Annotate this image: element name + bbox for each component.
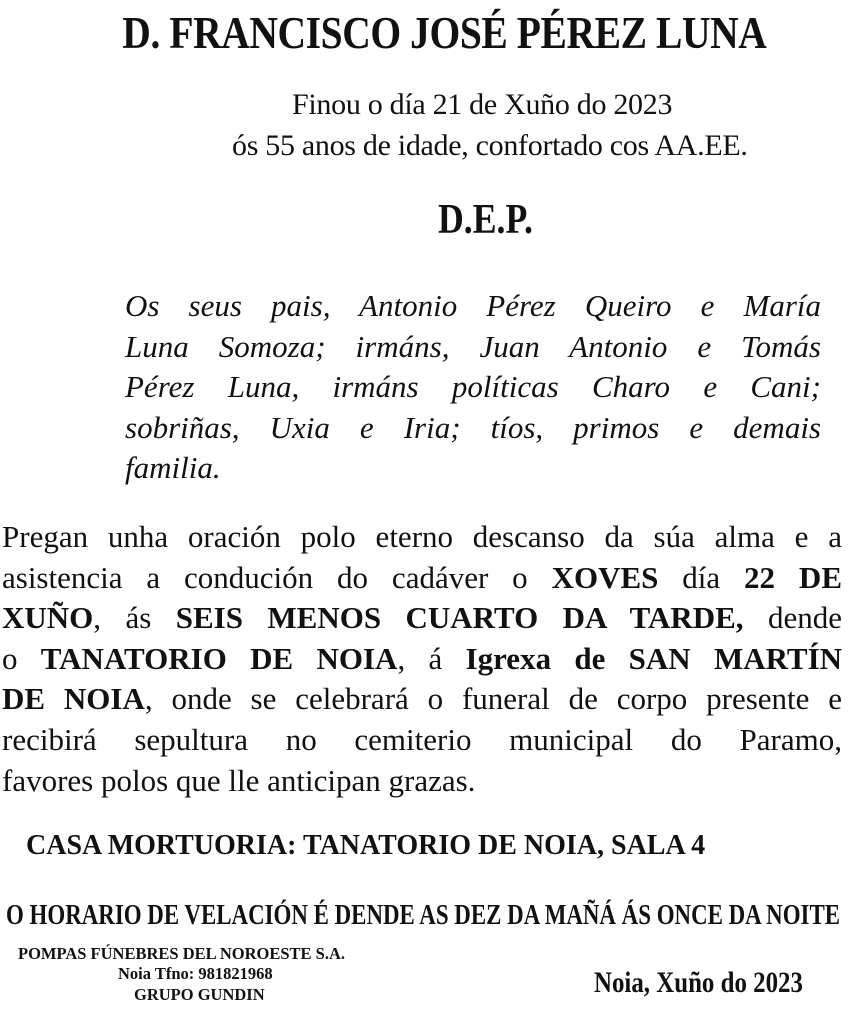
funeral-home-phone: Noia Tfno: 981821968 — [118, 964, 273, 983]
funeral-home-group: GRUPO GUNDIN — [134, 985, 265, 1004]
announcement-line: recibirá sepultura no cemiterio municipal do Paramo, — [2, 721, 842, 757]
funeral-home-name: POMPAS FÚNEBRES DEL NOROESTE S.A. — [18, 944, 346, 963]
announcement-line: asistencia a condución do cadáver o XOVES día 22 DE — [2, 559, 842, 595]
announcement-paragraph — [2, 517, 842, 801]
announcement-line: Pregan unha oración polo eterno descanso da súa alma e a — [2, 519, 842, 554]
place-date: Noia, Xuño do 2023 — [594, 966, 803, 999]
announcement-line: favores polos que lle anticipan grazas. — [2, 762, 476, 798]
announcement-line: XUÑO, ás SEIS MENOS CUARTO DA TARDE, dende — [2, 600, 842, 636]
announcement-line: DE NOIA, onde se celebrará o funeral de corpo presente e — [2, 681, 842, 717]
announcement-line: o TANATORIO DE NOIA, á Igrexa de SAN MARTÍN — [2, 640, 843, 676]
family-line: familia. — [125, 450, 221, 485]
family-line: Pérez Luna, irmáns políticas Charo e Cani; — [125, 369, 821, 404]
family-line: sobriñas, Uxia e Iria; tíos, primos e demais — [125, 409, 821, 445]
age-line: ós 55 anos de idade, confortado cos AA.EE. — [232, 129, 748, 162]
family-paragraph — [125, 286, 821, 489]
casa-mortuoria: CASA MORTUORIA: TANATORIO DE NOIA, SALA 4 — [26, 830, 706, 861]
death-date: Finou o día 21 de Xuño do 2023 — [292, 88, 673, 121]
wake-hours: O HORARIO DE VELACIÓN É DENDE AS DEZ DA MAÑÁ ÁS ONCE DA NOITE — [6, 899, 841, 931]
family-line: Os seus pais, Antonio Pérez Queiro e María — [125, 288, 821, 323]
dep-heading: D.E.P. — [438, 197, 533, 243]
family-line: Luna Somoza; irmáns, Juan Antonio e Tomás — [125, 328, 821, 364]
deceased-name: D. FRANCISCO JOSÉ PÉREZ LUNA — [122, 7, 767, 58]
